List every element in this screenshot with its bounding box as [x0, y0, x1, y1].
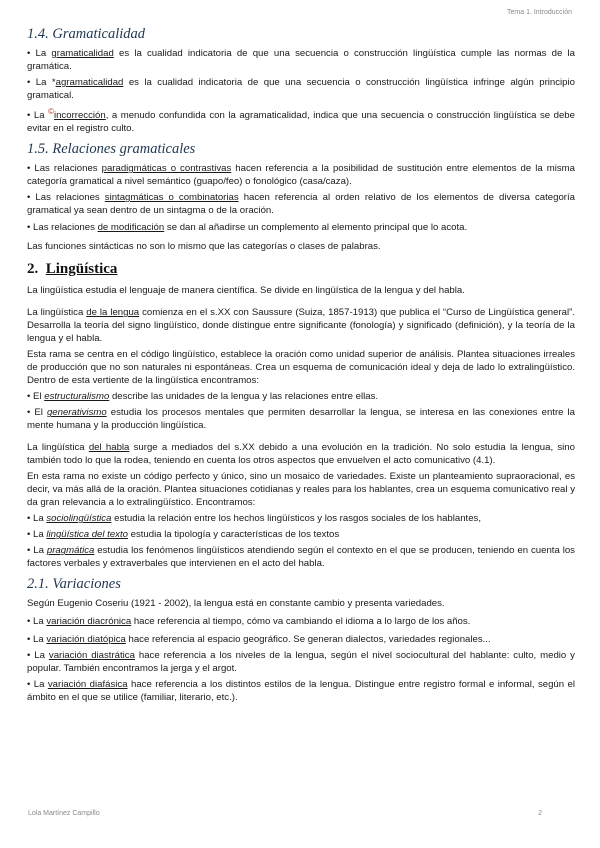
copyright-mark: ©: [48, 107, 54, 116]
bullet-diafasica: • La variación diafásica hace referencia a los distintos estilos de la lengua. Distingue entre registro formal e informal, según el ámbito en el que se utilice (familiar, literario, etc.).: [27, 679, 575, 704]
bullet-generativismo: • El generativismo estudia los procesos mentales que permiten desarrollar la lengua, se interesa en las conexiones entre la mente humana y la producción lingüística.: [27, 407, 575, 432]
bullet-diatopica: • La variación diatópica hace referencia al espacio geográfico. Se generan dialectos, variedades regionales...: [27, 634, 491, 646]
bullet-pragmatica: • La pragmática estudia los fenómenos lingüísticos atendiendo según el contexto en el que se producen, teniendo en cuenta los factores verbales y extraverbales que intervienen en el acto del habla.: [27, 545, 575, 570]
running-header: Tema 1. Introducción: [507, 9, 572, 16]
heading-gramaticalidad: 1.4. Gramaticalidad: [27, 26, 146, 42]
bullet-incorreccion: • La ©incorrección, a menudo confundida con la agramaticalidad, indica que una secuencia o construcción lingüística se debe evitar en el registro culto.: [27, 107, 575, 135]
page-content: [27, 26, 575, 707]
bullet-linguistica-texto: • La lingüística del texto estudia la tipología y características de los textos: [27, 529, 340, 541]
bullet-diacronica: • La variación diacrónica hace referencia al tiempo, cómo va cambiando el idioma a lo largo de los años.: [27, 616, 471, 628]
page-number: 2: [538, 810, 542, 817]
linguistica-lengua-rama: Esta rama se centra en el código lingüístico, establece la oración como unidad superior de análisis. Plantea situaciones irreales de producción que no son naturales ni espontáneas. Crea un esquema de comunicación ideal y deja de lado lo extralingüístico. Dentro de esta vertiente de la lingüística encontramos:: [27, 349, 575, 387]
linguistica-lengua: La lingüística de la lengua comienza en el s.XX con Saussure (Suiza, 1857-1913) que publica el “Curso de Lingüística general”. Desarrolla la teoría del signo lingüístico, donde distingue entre significante (fonología) y significado (definición), y la teoría de la lengua y el habla.: [27, 307, 576, 345]
linguistica-habla: La lingüística del habla surge a mediados del s.XX debido a una evolución en la tradición. No solo estudia la lengua, sino también todo lo que la rodea, teniendo en cuenta los otros aspectos que envuelven el acto comunicativo (4.1).: [27, 442, 575, 467]
note-funciones-sintacticas: Las funciones sintácticas no son lo mismo que las categorías o clases de palabras.: [27, 241, 381, 253]
heading-linguistica: 2. Lingüística: [27, 261, 118, 278]
linguistica-habla-rama: En esta rama no existe un código perfecto y único, sino un mosaico de variedades. Existe un planteamiento supraoracional, es decir, va más allá de la oración. Plantea situaciones cotidianas y reales para los hablantes, crea un esquema comunicativo real y da gran relevancia a lo extralingüístico. Encontramos:: [27, 471, 575, 509]
variaciones-intro: Según Eugenio Coseriu (1921 - 2002), la lengua está en constante cambio y presenta variedades.: [27, 598, 445, 610]
bullet-agramaticalidad: • La *agramaticalidad es la cualidad indicatoria de que una secuencia o construcción lingüística infringe algún principio gramatical.: [27, 77, 575, 101]
footer-author: Lola Martínez Campillo: [28, 810, 100, 817]
bullet-estructuralismo: • El estructuralismo describe las unidades de la lengua y las relaciones entre ellas.: [27, 391, 379, 403]
bullet-paradigmaticas: • Las relaciones paradigmáticas o contrastivas hacen referencia a la posibilidad de sustitución entre elementos de la misma categoría gramatical a nivel semántico (guapo/feo) o fonológico (casa/caza).: [27, 163, 575, 188]
heading-variaciones: 2.1. Variaciones: [27, 576, 121, 593]
bullet-sintagmaticas: • Las relaciones sintagmáticas o combinatorias hacen referencia al orden relativo de los elementos de diversa categoría gramatical ya sean dentro de un sintagma o de la oración.: [27, 192, 575, 217]
heading-relaciones-gramaticales: 1.5. Relaciones gramaticales: [27, 141, 196, 158]
bullet-diastratica: • La variación diastrática hace referencia a los niveles de la lengua, según el nivel sociocultural del hablante: culto, medio y popular. También encontramos la jerga y el argot.: [27, 650, 575, 675]
bullet-modificacion: • Las relaciones de modificación se dan al añadirse un complemento al elemento principal que lo acota.: [27, 222, 468, 234]
linguistica-intro: La lingüística estudia el lenguaje de manera científica. Se divide en lingüística de la lengua y del habla.: [27, 285, 465, 297]
bullet-gramaticalidad: • La gramaticalidad es la cualidad indicatoria de que una secuencia o construcción lingüística cumple las normas de la gramática.: [27, 48, 575, 72]
bullet-sociolinguistica: • La sociolingüística estudia la relación entre los hechos lingüísticos y los rasgos sociales de los hablantes,: [27, 513, 482, 525]
